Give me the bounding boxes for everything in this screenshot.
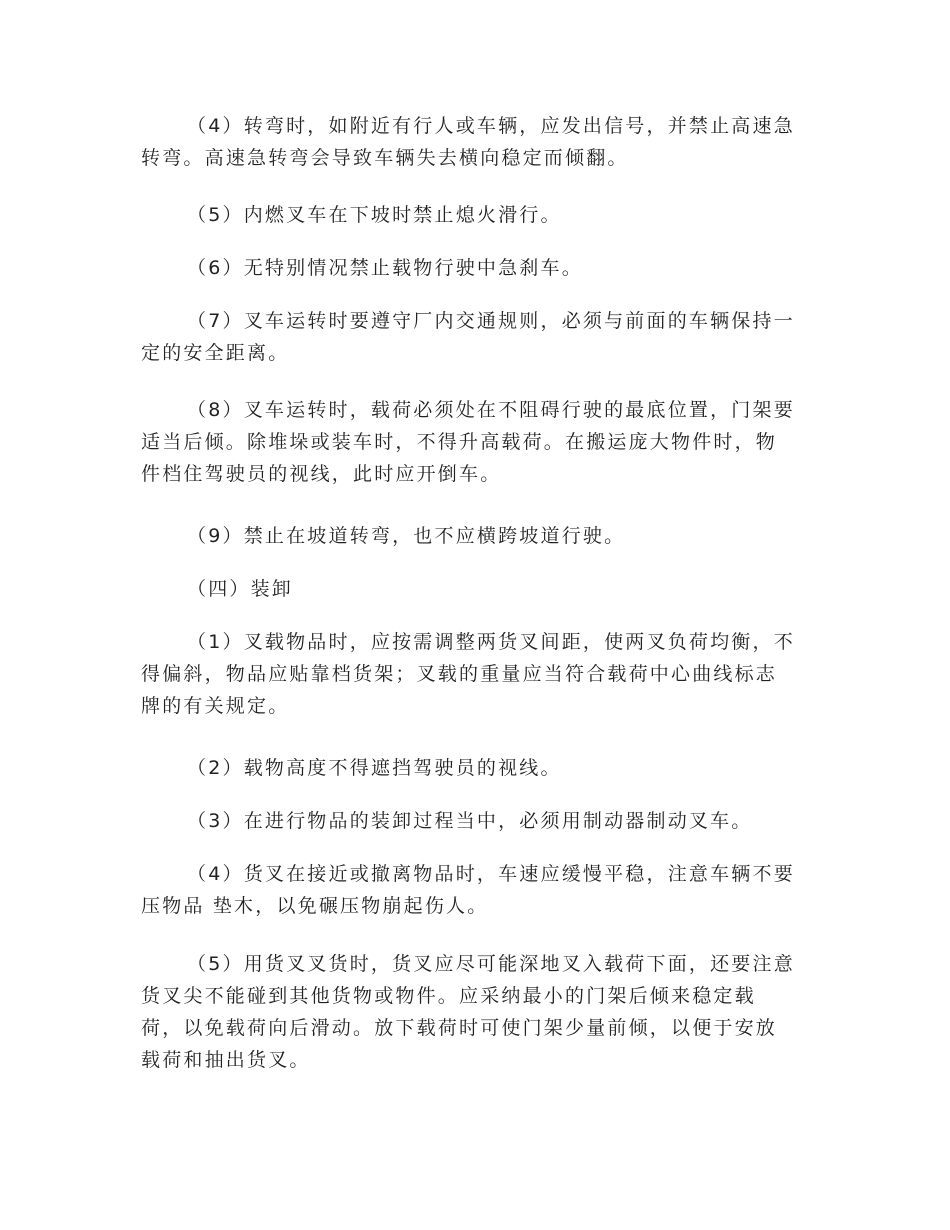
paragraph-line: （7）叉车运转时要遵守厂内交通规则，必须与前面的车辆保持一 [187, 310, 795, 332]
paragraph-line: 得偏斜，物品应贴靠档货架；叉载的重量应当符合载荷中心曲线标志 [141, 663, 778, 685]
paragraph-line: 压物品 垫木，以免碾压物崩起伤人。 [141, 895, 489, 917]
paragraph-forks [141, 626, 821, 722]
paragraph-line: 荷，以免载荷向后滑动。放下载荷时可使门架少量前倾，以便于安放 [141, 1017, 778, 1039]
paragraph-fork-use [141, 948, 821, 1076]
paragraph-turning [141, 110, 821, 174]
paragraph-line: 货叉尖不能碰到其他货物或物件。应采纳最小的门架后倾来稳定载 [141, 985, 756, 1007]
paragraph-line: 适当后倾。除堆垛或装车时，不得升高载荷。在搬运庞大物件时，物 [141, 431, 778, 453]
paragraph-line: （4）货叉在接近或撤离物品时，车速应缓慢平稳，注意车辆不要 [187, 863, 795, 885]
paragraph-line: 牌的有关规定。 [141, 695, 290, 717]
paragraph-traffic [141, 305, 821, 369]
paragraph-downhill [141, 199, 821, 231]
paragraph-line: （8）叉车运转时，载荷必须处在不阻碍行驶的最底位置，门架要 [187, 399, 795, 421]
paragraph-brake [141, 805, 821, 837]
paragraph-line: （5）内燃叉车在下坡时禁止熄火滑行。 [187, 204, 562, 226]
paragraph-line: 件档住驾驶员的视线，此时应开倒车。 [141, 463, 502, 485]
paragraph-braking [141, 252, 821, 284]
paragraph-approach [141, 858, 821, 922]
paragraph-line: （5）用货叉叉货时，货叉应尽可能深地叉入载荷下面，还要注意 [187, 953, 795, 975]
paragraph-line: 定的安全距离。 [141, 342, 290, 364]
paragraph-line: 转弯。高速急转弯会导致车辆失去横向稳定而倾翻。 [141, 147, 629, 169]
paragraph-slope [141, 520, 821, 552]
paragraph-height [141, 752, 821, 784]
paragraph-line: （6）无特别情况禁止载物行驶中急刹车。 [187, 257, 583, 279]
paragraph-line: （2）载物高度不得遮挡驾驶员的视线。 [187, 757, 562, 779]
paragraph-line: （9）禁止在坡道转弯，也不应横跨坡道行驶。 [187, 525, 626, 547]
paragraph-line: 载荷和抽出货叉。 [141, 1049, 311, 1071]
paragraph-line: （3）在进行物品的装卸过程当中，必须用制动器制动叉车。 [187, 810, 753, 832]
paragraph-line: （4）转弯时，如附近有行人或车辆，应发出信号，并禁止高速急 [187, 115, 795, 137]
section-heading-loading [141, 573, 821, 605]
paragraph-load-position [141, 394, 821, 490]
section-heading: （四）装卸 [187, 578, 294, 600]
paragraph-line: （1）叉载物品时，应按需调整两货叉间距，使两叉负荷均衡，不 [187, 631, 795, 653]
